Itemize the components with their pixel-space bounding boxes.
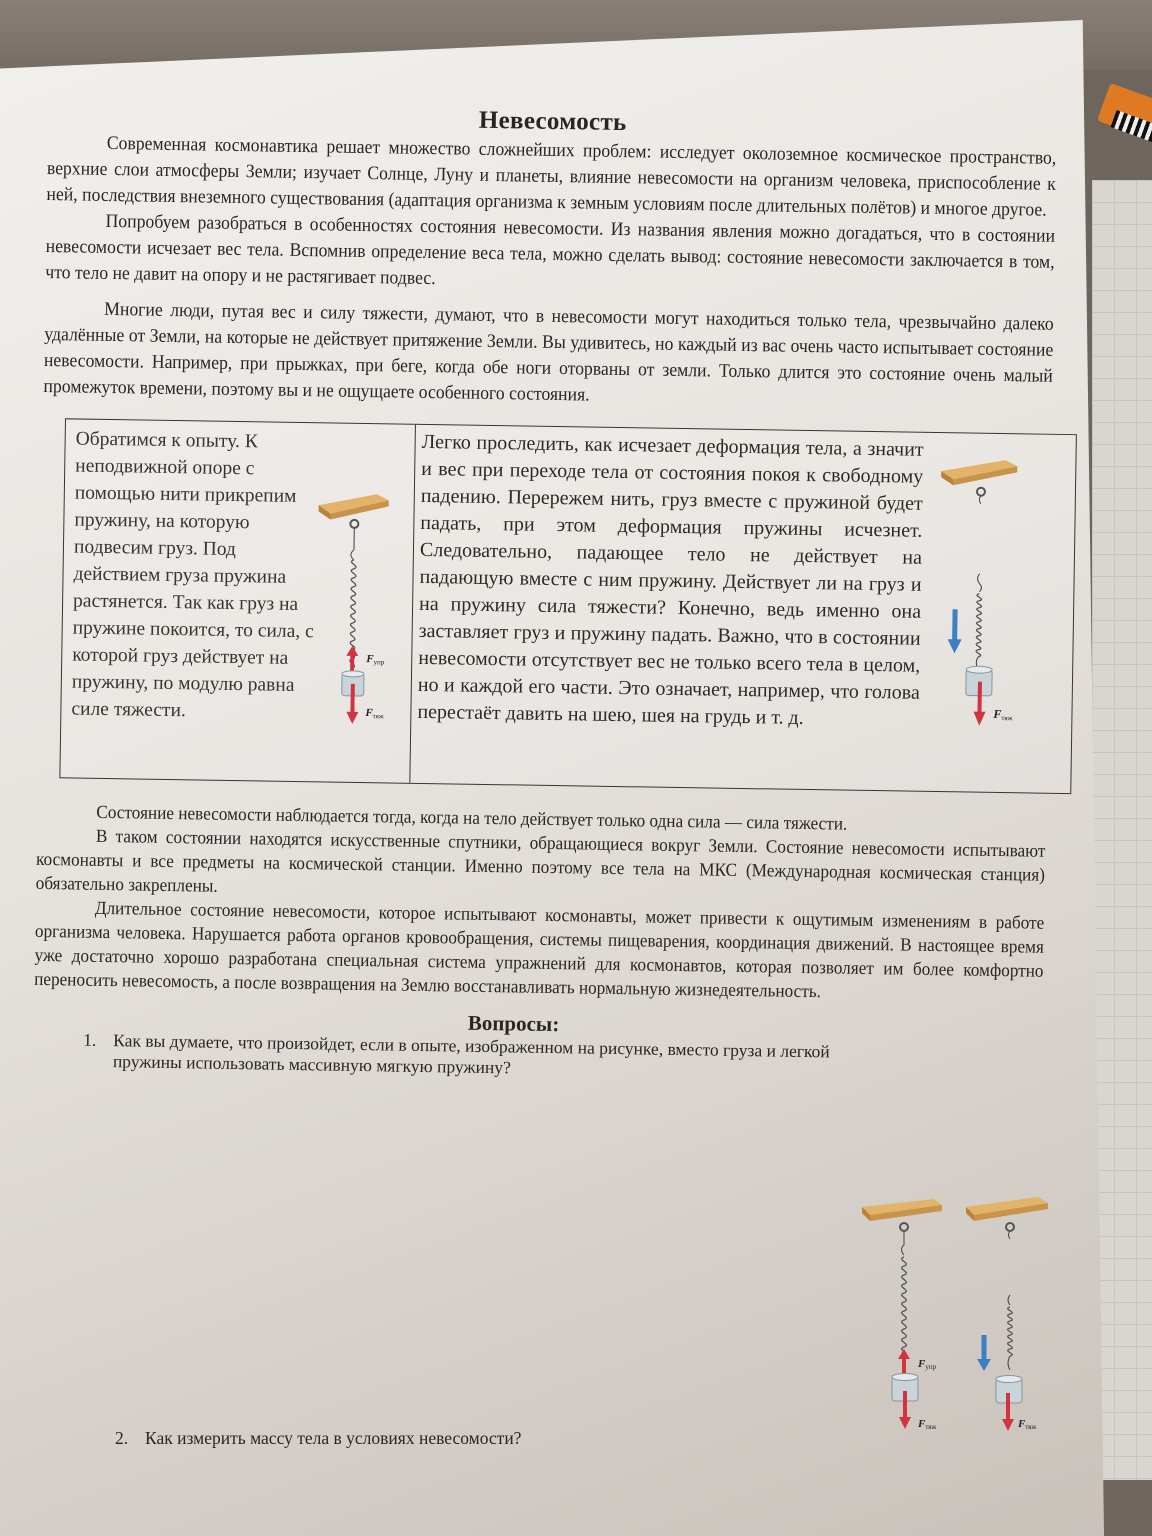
hook-icon <box>1006 1223 1014 1231</box>
motion-arrow-icon <box>947 609 962 653</box>
svg-text:Fтяж: Fтяж <box>365 707 384 721</box>
svg-text:Fтяж: Fтяж <box>918 1418 937 1431</box>
lower-paragraph-2: В таком состоянии находятся искусственные спутники, обращающиеся вокруг Земли. Состояние невесомости испытывают космонавты и все предметы на космической станции. Именно поэтому все тела на МКС (Международная космическая станция) обязательно закреплены. <box>35 826 1046 897</box>
free-fall-description: Легко проследить, как исчезает деформация тела, а значит и вес при переходе тела от состояния покоя к свободному падению. Перережем нить, груз вместе с пружиной будет падать, при этом деформация пружины исчезнет. Следовательно, падающее тело не действует на падающую вместе с ним пружину. Действует ли на груз и на пружину сила тяжести? Конечно, ведь именно она заставляет груз и пружину падать. Важно, что в состоянии невесомости отсутствует вес не только всего тела в целом, но и каждой его части. Это означает, например, что голова перестаёт давить на шею, шея на грудь и т. д. <box>417 430 924 729</box>
svg-text:Fупр: Fупр <box>366 653 385 667</box>
intro-paragraph-1: Современная космонавтика решает множество сложнейших проблем: исследует околоземное космическое пространство, верхние слои атмосферы Земли; изучает Солнце, Луну и планеты, влияние невесомости на организм человека, приспособление к ней, последствия внеземного существования (адаптация организма к земным условиям после длительных полётов) и многое другое. <box>46 132 1057 221</box>
spring-icon <box>902 1257 907 1356</box>
spring-at-rest-figure <box>313 491 412 737</box>
svg-text:Fупр: Fупр <box>918 1358 937 1371</box>
spring-free-fall-figure <box>966 1197 1048 1431</box>
board-icon <box>941 459 1017 486</box>
question-2 <box>115 1428 521 1449</box>
page-title: Невесомость <box>478 106 627 137</box>
experiment-description: Обратимся к опыту. К неподвижной опоре с помощью нити прикрепим пружину, на которую подвесим груз. Под действием груза пружина растянется. Так как груз на пружине покоится, то сила, с которой груз действует на пружину, по модулю равна силе тяжести. <box>71 428 314 722</box>
intro-paragraph-3: Многие люди, путая вес и силу тяжести, думают, что в невесомости могут находиться только тела, чрезвычайно далеко удалённые от Земли, на которые не действует притяжение Земли. Вы удивитесь, но каждый из вас очень часто испытывает состояние невесомости. Например, при прыжках, при беге, когда обе ноги оторваны от земли. Только длится это состояние очень малый промежуток времени, поэтому вы и не ощущаете особенного состояния. <box>43 298 1054 406</box>
hook-icon <box>977 488 985 496</box>
spring-icon <box>1008 1307 1013 1356</box>
hook-icon <box>350 520 358 528</box>
question-text: Как вы думаете, что произойдет, если в опыте, изображенном на рисунке, вместо груза и легкой пружины использовать массивную мягкую пружину? <box>112 1030 830 1078</box>
board-icon <box>318 493 388 520</box>
spring-at-rest-figure <box>862 1199 942 1431</box>
experiment-box <box>59 418 1077 794</box>
experiment-box-right <box>410 425 1076 793</box>
elastic-force-arrow-icon <box>346 646 358 674</box>
spring-free-fall-figure <box>935 455 1035 756</box>
svg-text:Fтяж: Fтяж <box>1018 1418 1037 1431</box>
lower-paragraph-1: Состояние невесомости наблюдается тогда, когда на тело действует только одна сила — сила тяжести. <box>96 802 848 835</box>
svg-text:Fтяж: Fтяж <box>993 706 1013 723</box>
question-number: 2. <box>115 1428 129 1448</box>
document-content <box>33 100 1058 1087</box>
question-number: 1. <box>83 1029 97 1050</box>
experiment-box-left <box>60 419 416 782</box>
question-figure <box>858 1195 1058 1450</box>
spring-icon <box>976 594 982 657</box>
lower-section <box>34 800 1047 1008</box>
hook-icon <box>900 1223 908 1231</box>
lower-paragraph-3: Длительное состояние невесомости, которое испытывают космонавты, может привести к ощутимым изменениям в работе организма человека. Нарушается работа органов кровообращения, системы пищеварения, координация движений. В настоящее время уже достаточно хорошо разработана специальная система упражнений для космонавтов, которая позволяет им более комфортно переносить невесомость, а после возвращения на Землю восстанавливать нормальную жизнедеятельность. <box>34 898 1045 1003</box>
intro-paragraph-2: Попробуем разобраться в особенностях состояния невесомости. Из названия явления можно догадаться, что в состоянии невесомости исчезает вес тела. Вспомнив определение веса тела, можно сделать вывод: состояние невесомости заключается в том, что тело не давит на опору и не растягивает подвес. <box>45 210 1056 290</box>
questions-heading: Вопросы: <box>467 1010 560 1037</box>
grid-paper-sheet <box>1092 180 1152 1480</box>
question-text: Как измерить массу тела в условиях невесомости? <box>145 1428 522 1448</box>
